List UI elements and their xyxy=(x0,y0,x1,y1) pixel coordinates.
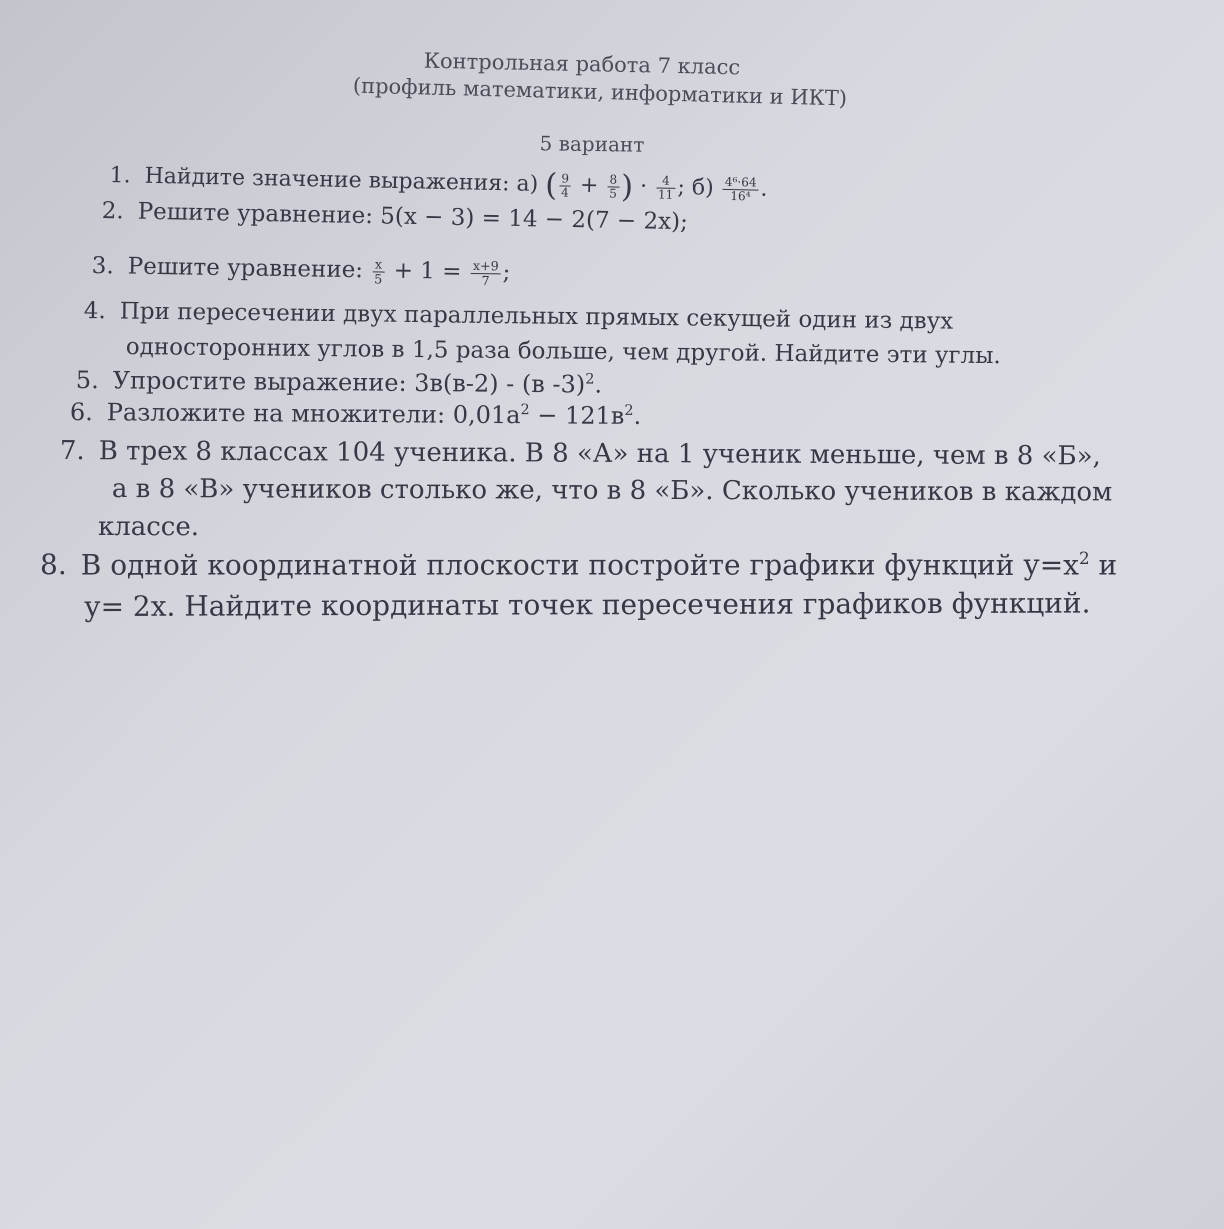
numerator: х xyxy=(372,258,384,272)
task-7 xyxy=(60,436,1101,471)
task-6 xyxy=(70,398,641,430)
task-text-mid: ; б) xyxy=(677,174,714,201)
exponent: 2 xyxy=(520,402,530,419)
task-7-line2: а в 8 «В» учеников столько же, что в 8 «Б». Сколько учеников в каждом xyxy=(111,474,1113,508)
task-number: 8. xyxy=(40,548,67,582)
numerator: 9 xyxy=(559,172,571,186)
fraction xyxy=(559,172,571,199)
task-text-end: . xyxy=(594,370,603,399)
exponent: 2 xyxy=(624,402,634,419)
task-8-line2: у= 2х. Найдите координаты точек пересечения графиков функций. xyxy=(84,586,1091,623)
task-number: 7. xyxy=(59,436,85,467)
task-text-mid: + 1 = xyxy=(393,257,462,285)
exponent: 2 xyxy=(1078,548,1090,568)
numerator: 4⁶·64 xyxy=(723,176,759,190)
task-number: 2. xyxy=(101,198,124,225)
task-text: Найдите значение выражения: а) xyxy=(144,163,539,197)
denominator: 4 xyxy=(560,184,569,200)
task-text: Упростите выражение: 3в(в-2) - (в -3) xyxy=(112,366,586,399)
numerator: х+9 xyxy=(471,259,501,274)
task-text-mid: − 121в xyxy=(529,401,625,430)
numerator: 4 xyxy=(656,174,676,188)
exponent: 2 xyxy=(585,371,595,388)
fraction xyxy=(372,258,384,286)
task-5 xyxy=(76,366,602,399)
task-7-line3: классе. xyxy=(97,512,200,543)
fraction xyxy=(607,173,619,200)
denominator: 7 xyxy=(481,272,490,288)
task-text-line1-end: и xyxy=(1089,548,1118,582)
numerator: 8 xyxy=(607,173,619,187)
left-paren: ( xyxy=(544,167,558,204)
task-text-line1: В трех 8 классах 104 ученика. В 8 «А» на 1 ученик меньше, чем в 8 «Б», xyxy=(98,436,1101,472)
task-text: Решите уравнение: 5(х − 3) = 14 − 2(7 − 2х); xyxy=(137,198,689,236)
task-number: 3. xyxy=(91,253,114,280)
denominator: 16⁴ xyxy=(730,188,751,203)
task-3 xyxy=(92,253,511,287)
task-text-line1: При пересечении двух параллельных прямых секущей один из двух xyxy=(119,298,954,335)
task-number: 4. xyxy=(83,298,106,325)
task-text-line1: В одной координатной плоскости постройте графики функций у=х xyxy=(80,548,1079,582)
fraction xyxy=(471,259,501,287)
denominator: 5 xyxy=(609,185,618,201)
denominator: 5 xyxy=(374,270,383,287)
exam-title: Контрольная работа 7 класс xyxy=(423,48,741,80)
fraction xyxy=(656,174,676,201)
task-text-end: . xyxy=(760,176,768,202)
task-8 xyxy=(40,548,1117,581)
denominator: 11 xyxy=(657,186,674,202)
right-paren: ) xyxy=(620,168,634,205)
fraction xyxy=(722,176,758,203)
exam-profile: (профиль математики, информатики и ИКТ) xyxy=(352,73,848,111)
task-number: 1. xyxy=(109,162,131,189)
task-4-line2: односторонних углов в 1,5 раза больше, чем другой. Найдите эти углы. xyxy=(125,334,1001,370)
task-4 xyxy=(84,298,954,335)
plus-sign: + xyxy=(579,172,599,199)
task-text-end: ; xyxy=(502,259,511,286)
task-text: Решите уравнение: xyxy=(127,253,364,284)
exam-variant: 5 вариант xyxy=(539,131,645,157)
dot-sign: · xyxy=(639,174,648,200)
task-number: 5. xyxy=(75,366,99,395)
task-text: Разложите на множители: 0,01а xyxy=(106,398,521,430)
task-text-end: . xyxy=(633,401,642,430)
task-number: 6. xyxy=(69,398,93,427)
